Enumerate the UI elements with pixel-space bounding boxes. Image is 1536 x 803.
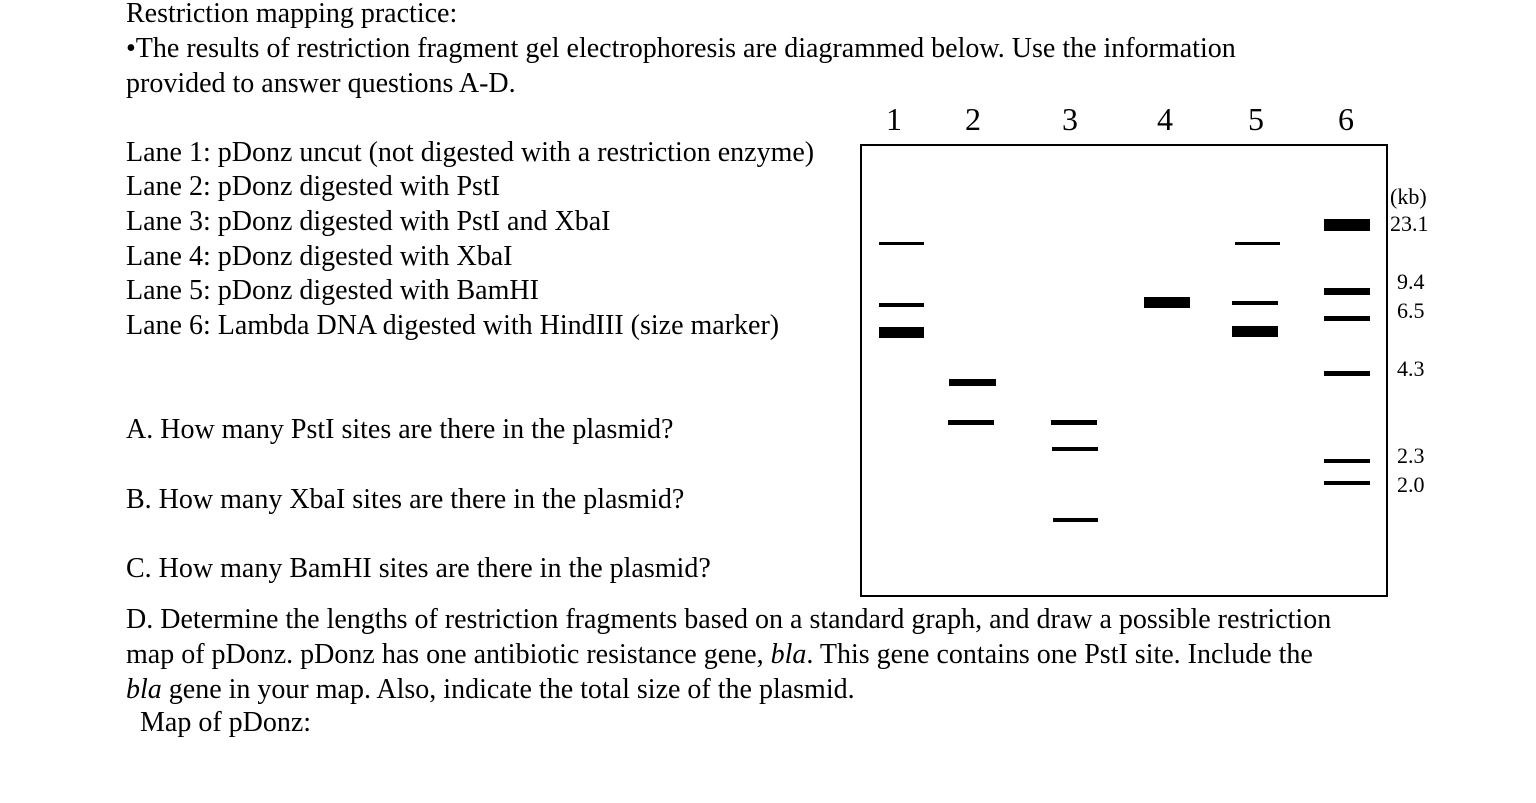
marker-band <box>1324 316 1370 321</box>
intro-paragraph <box>126 31 1236 101</box>
gel-band <box>879 303 924 307</box>
question-d <box>126 602 1331 707</box>
marker-size-label: 2.3 <box>1397 443 1425 468</box>
intro-line-1: •The results of restriction fragment gel electrophoresis are diagrammed below. Use the information <box>126 33 1236 64</box>
gel-band <box>879 242 924 245</box>
lane-number: 5 <box>1248 101 1264 137</box>
question-d-line-2: map of pDonz. pDonz has one antibiotic resistance gene, bla. This gene contains one PstI site. Include the <box>126 639 1313 670</box>
gel-band <box>1052 447 1098 451</box>
marker-size-label: 2.0 <box>1397 472 1425 497</box>
map-label: Map of pDonz: <box>140 707 312 738</box>
marker-size-label: 9.4 <box>1397 269 1425 294</box>
lane-number: 2 <box>965 101 981 137</box>
page-title: Restriction mapping practice: <box>126 0 458 29</box>
lane-description: Lane 1: pDonz uncut (not digested with a restriction enzyme) <box>126 137 815 168</box>
gel-band <box>1235 242 1280 245</box>
marker-size-label: 6.5 <box>1397 298 1425 323</box>
bla-gene-name: bla <box>126 674 162 705</box>
marker-band <box>1324 459 1370 463</box>
lane-number: 3 <box>1062 101 1078 137</box>
lane-number: 6 <box>1338 101 1354 137</box>
question-a: A. How many PstI sites are there in the plasmid? <box>126 414 674 445</box>
marker-band <box>1324 219 1370 231</box>
gel-band <box>1144 297 1190 308</box>
gel-band <box>949 379 996 386</box>
lane-description: Lane 6: Lambda DNA digested with HindIII (size marker) <box>126 310 780 341</box>
lane-description: Lane 5: pDonz digested with BamHI <box>126 275 539 306</box>
marker-size-label: 23.1 <box>1390 211 1429 236</box>
intro-line-2: provided to answer questions A-D. <box>126 68 516 99</box>
gel-band <box>948 420 994 425</box>
gel-band <box>879 327 924 338</box>
question-b: B. How many XbaI sites are there in the plasmid? <box>126 484 685 515</box>
lane-description: Lane 4: pDonz digested with XbaI <box>126 241 513 272</box>
kb-unit-label: (kb) <box>1390 184 1427 209</box>
gel-band <box>1232 326 1278 337</box>
lane-description: Lane 2: pDonz digested with PstI <box>126 171 501 202</box>
bla-gene-name: bla <box>770 639 807 670</box>
question-d-line-3: bla gene in your map. Also, indicate the total size of the plasmid. <box>126 674 855 705</box>
lane-number: 1 <box>886 101 902 137</box>
gel-band <box>1232 301 1278 305</box>
marker-band <box>1324 481 1370 485</box>
question-d-line-1: D. Determine the lengths of restriction fragments based on a standard graph, and draw a possible restriction <box>126 604 1332 635</box>
marker-band <box>1324 371 1370 376</box>
gel-band <box>1051 420 1097 425</box>
marker-size-label: 4.3 <box>1397 356 1425 381</box>
lane-number: 4 <box>1157 101 1173 137</box>
gel-diagram <box>860 144 1388 597</box>
marker-band <box>1324 288 1370 295</box>
question-c: C. How many BamHI sites are there in the plasmid? <box>126 553 711 584</box>
gel-band <box>1053 518 1098 522</box>
lane-description: Lane 3: pDonz digested with PstI and XbaI <box>126 206 611 237</box>
